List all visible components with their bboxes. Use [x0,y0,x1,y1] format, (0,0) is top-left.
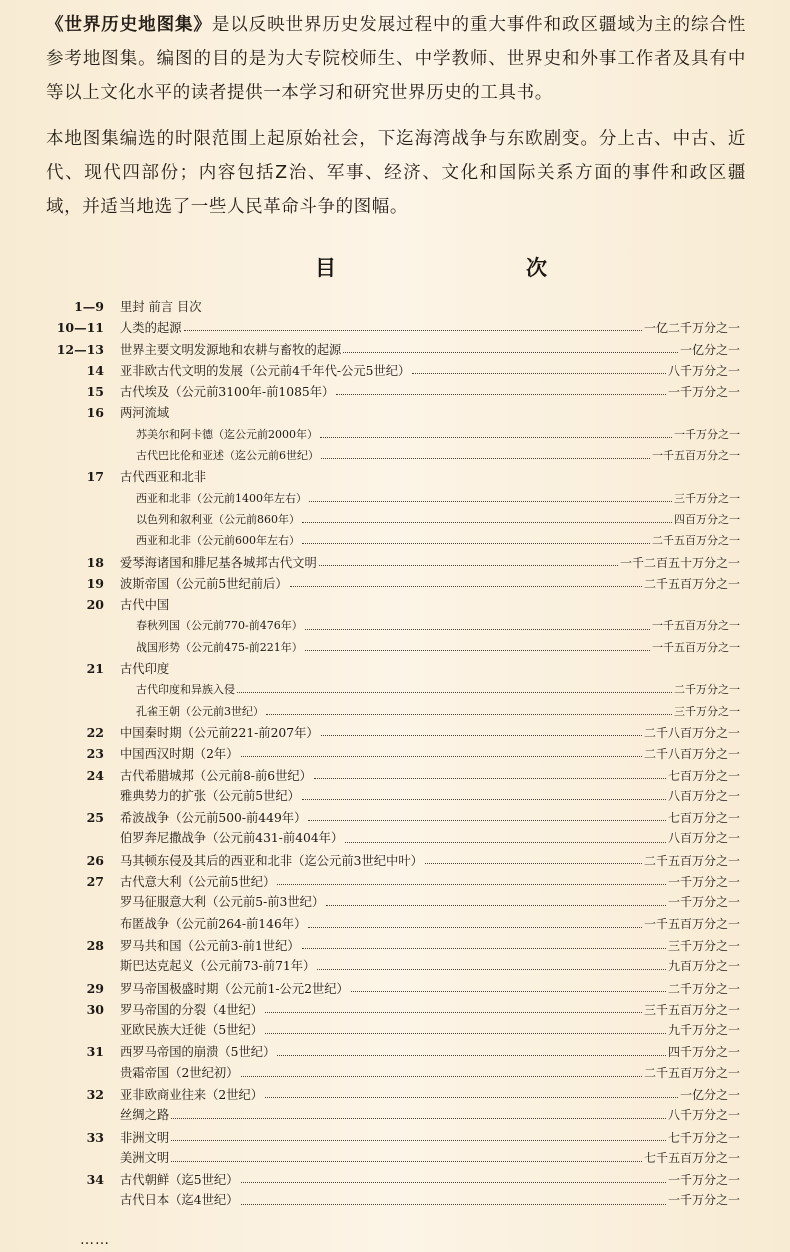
toc-dot-leader [343,344,678,353]
toc-entry-title: 贵霜帝国（2世纪初） [120,1065,239,1080]
toc-map-scale: 八千万分之一 [667,363,740,378]
toc-map-scale: 三千万分之一 [674,491,740,505]
toc-entry-title: 孔雀王朝（公元前3世纪） [136,704,264,718]
toc-dot-leader [305,642,650,651]
toc-row [52,317,740,338]
toc-page-number: 30 [86,1001,104,1017]
toc-entry-title: 马其顿东侵及其后的西亚和北非（迄公元前3世纪中叶） [120,853,423,868]
toc-row [52,402,740,423]
toc-dot-leader [265,1025,666,1034]
toc-row [52,914,740,935]
toc-dot-leader [302,535,650,544]
toc-dot-leader [241,1174,666,1183]
toc-map-scale: 二千八百万分之一 [643,747,740,762]
toc-row [52,722,740,743]
toc-dot-leader [208,472,738,480]
toc-dot-leader [305,621,650,630]
toc-entry-title: 美洲文明 [120,1150,170,1165]
toc-map-scale: 二千五百万分之一 [643,853,740,868]
toc-entry-title: 古代埃及（公元前3100年-前1085年） [120,385,335,400]
toc-entry-title: 古代西亚和北非 [120,470,207,485]
toc-entry-title: 爱琴海诸国和腓尼基各城邦古代文明 [120,555,317,570]
toc-entry-title: 古代印度 [120,662,170,677]
toc-entry-title: 两河流域 [120,406,170,421]
toc-row [52,1084,740,1105]
toc-entry-title: 苏美尔和阿卡德（迄公元前2000年） [136,427,318,441]
toc-entry-title: 春秋列国（公元前770-前476年） [136,619,303,633]
toc-dot-leader [277,1047,666,1056]
toc-map-scale: 一千万分之一 [674,427,740,441]
toc-row [52,871,740,892]
toc-dot-leader [171,408,738,416]
toc-entry-title: 西亚和北非（公元前600年左右） [136,534,300,548]
toc-page-number: 24 [86,767,104,783]
toc-row [52,530,740,551]
toc-entry-title: 世界主要文明发源地和农耕与畜牧的起源 [120,342,342,357]
toc-row [52,381,740,402]
toc-entry-title: 雅典势力的扩张（公元前5世纪） [120,788,300,803]
toc-row [52,956,740,977]
toc-map-scale: 七千五百万分之一 [643,1150,740,1165]
toc-dot-leader [204,302,738,310]
toc-dot-leader [302,940,666,949]
toc-dot-leader [345,834,666,843]
toc-dot-leader [314,770,666,779]
toc-row [52,488,740,509]
toc-page-number: 31 [86,1044,104,1060]
toc-entry-title: 丝绸之路 [120,1108,170,1123]
toc-dot-leader [241,748,642,757]
toc-entry-title: 古代意大利（公元前5世纪） [120,875,276,890]
toc-map-scale: 二千万分之一 [667,981,740,996]
toc-dot-leader [317,961,666,970]
toc-entry-title: 里封 前言 目次 [120,300,202,314]
toc-page-number: 19 [86,575,104,591]
toc-row [52,892,740,913]
toc-page-number: 14 [86,362,104,378]
toc-entry-title: 中国西汉时期（2年） [120,747,239,762]
toc-dot-leader [309,493,672,502]
toc-page-number: 27 [86,874,104,890]
toc-row [52,1148,740,1169]
toc-dot-leader [265,1004,642,1013]
toc-map-scale: 一千万分之一 [667,875,740,890]
toc-map-scale: 一亿分之一 [679,1087,740,1102]
toc-entry-title: 非洲文明 [120,1130,170,1145]
toc-entry-title: 布匿战争（公元前264-前146年） [120,916,307,931]
toc-entry-title: 伯罗奔尼撒战争（公元前431-前404年） [120,831,344,846]
toc-row [52,765,740,786]
toc-map-scale: 一亿分之一 [679,342,740,357]
book-title: 《世界历史地图集》 [46,15,212,35]
toc-page-number: 25 [86,810,104,826]
toc-map-scale: 一千万分之一 [667,1193,740,1208]
toc-row [52,424,740,445]
toc-page-number: 12—13 [56,341,104,357]
toc-map-scale: 三千万分之一 [674,704,740,718]
toc-map-scale: 九百万分之一 [667,959,740,974]
toc-entry-title: 古代巴比伦和亚述（迄公元前6世纪） [136,449,319,463]
toc-page-number: 33 [86,1129,104,1145]
toc-map-scale: 三千万分之一 [667,938,740,953]
toc-map-scale: 二千五百万分之一 [643,576,740,591]
toc-page-number: 17 [86,469,104,485]
toc-row [52,552,740,573]
toc-row [52,850,740,871]
toc-dot-leader [302,791,666,800]
toc-heading-left: 目 [315,255,336,280]
toc-dot-leader [319,557,618,566]
toc-dot-leader [336,386,666,395]
toc-entry-title: 希波战争（公元前500-前449年） [120,811,307,826]
toc-map-scale: 一千五百万分之一 [652,619,740,633]
toc-map-scale: 一千万分之一 [667,1173,740,1188]
toc-heading-right: 次 [526,255,547,280]
toc-entry-title: 古代印度和异族入侵 [136,683,235,697]
toc-dot-leader [425,855,642,864]
toc-row [52,786,740,807]
toc-row [52,701,740,722]
toc-dot-leader [171,1110,666,1119]
toc-row [52,615,740,636]
toc-page-number: 22 [86,724,104,740]
toc-row [52,445,740,466]
toc-page-number: 21 [86,661,104,677]
toc-entry-title: 以色列和叙利亚（公元前860年） [136,512,300,526]
toc-dot-leader [171,664,738,672]
toc-dot-leader [265,1089,678,1098]
toc-map-scale: 一千二百五十万分之一 [619,555,740,570]
toc-row [52,573,740,594]
toc-row [52,1063,740,1084]
toc-row [52,1190,740,1211]
toc-dot-leader [321,450,650,459]
intro-section [46,0,746,236]
toc-map-scale: 一亿二千万分之一 [643,321,740,336]
toc-row [52,1105,740,1126]
toc-row [52,466,740,487]
toc-row [52,743,740,764]
toc-row [52,679,740,700]
toc-page-number: 10—11 [56,320,104,336]
toc-map-scale: 一千五百万分之一 [643,916,740,931]
toc-map-scale: 八千万分之一 [667,1108,740,1123]
toc-dot-leader [171,600,738,608]
toc-entry-title: 罗马征服意大利（公元前5-前3世纪） [120,895,325,910]
toc-row [52,999,740,1020]
toc-row [52,828,740,849]
toc-dot-leader [266,706,672,715]
toc-page-number: 18 [86,554,104,570]
toc-entry-title: 中国秦时期（公元前221-前207年） [120,725,319,740]
toc-entry-title: 古代希腊城邦（公元前8-前6世纪） [120,768,312,783]
toc-dot-leader [320,429,672,438]
intro-paragraph-2: 本地图集编选的时限范围上起原始社会，下迄海湾战争与东欧剧变。分上古、中古、近代、现代四部份；内容包括Z治、军事、经济、文化和国际关系方面的事件和政区疆域，并适当地选了一些人民革命斗争的图幅。 [46,129,746,217]
toc-page-number: 15 [86,384,104,400]
toc-map-scale: 七百万分之一 [667,811,740,826]
toc-row [52,978,740,999]
toc-row [52,594,740,615]
intro-paragraph-1 [46,8,746,110]
toc-row [52,658,740,679]
toc-entry-title: 西亚和北非（公元前1400年左右） [136,491,307,505]
toc-page-number: 16 [86,405,104,421]
toc-dot-leader [321,727,642,736]
toc-map-scale: 一千五百万分之一 [652,640,740,654]
toc-entry-title: 古代日本（迄4世纪） [120,1193,239,1208]
toc-map-scale: 九千万分之一 [667,1023,740,1038]
toc-map-scale: 四千万分之一 [667,1045,740,1060]
toc-map-scale: 七千万分之一 [667,1130,740,1145]
toc-dot-leader [302,514,672,523]
toc-map-scale: 八百万分之一 [667,788,740,803]
toc-entry-title: 亚欧民族大迁徙（5世纪） [120,1023,264,1038]
toc-map-scale: 二千五百万分之一 [652,534,740,548]
toc-page-number: 32 [86,1086,104,1102]
toc-page-number: 29 [86,980,104,996]
toc-dot-leader [290,578,642,587]
toc-row [52,296,740,317]
toc-dot-leader [241,1196,666,1205]
intro-paragraph-1-text: 是以反映世界历史发展过程中的重大事件和政区疆域为主的综合性参考地图集。编图的目的是为大专院校师生、中学教师、世界史和外事工作者及具有中等以上文化水平的读者提供一本学习和研究世界历史的工具书。 [46,15,746,103]
toc-map-scale: 二千八百万分之一 [643,725,740,740]
toc-row [52,1127,740,1148]
toc-row [52,1041,740,1062]
toc-dot-leader [351,983,666,992]
toc-dot-leader [171,1153,642,1162]
toc-page-number: 28 [86,937,104,953]
toc-dot-leader [277,876,666,885]
toc-dot-leader [308,812,666,821]
toc-dot-leader [184,322,642,331]
toc-entry-title: 亚非欧古代文明的发展（公元前4千年代-公元5世纪） [120,363,411,378]
toc-entry-title: 古代朝鲜（迄5世纪） [120,1173,239,1188]
toc-row [52,360,740,381]
toc-entry-title: 亚非欧商业往来（2世纪） [120,1087,264,1102]
toc-page-number: 20 [86,597,104,613]
toc-dot-leader [412,365,666,374]
toc-row [52,807,740,828]
toc-map-scale: 一千万分之一 [667,895,740,910]
toc-map-scale: 二千万分之一 [674,683,740,697]
toc-page-number: 26 [86,852,104,868]
toc-map-scale: 四百万分之一 [674,512,740,526]
toc-entry-title: 战国形势（公元前475-前221年） [136,640,303,654]
toc-row [52,509,740,530]
toc-entry-title: 西罗马帝国的崩溃（5世纪） [120,1045,276,1060]
toc-row [52,339,740,360]
toc-map-scale: 七百万分之一 [667,768,740,783]
toc-dot-leader [171,1132,666,1141]
toc-page-number: 23 [86,746,104,762]
toc-entry-title: 罗马共和国（公元前3-前1世纪） [120,938,300,953]
toc-entry-title: 罗马帝国的分裂（4世纪） [120,1002,264,1017]
toc-entry-title: 罗马帝国极盛时期（公元前1-公元2世纪） [120,981,349,996]
table-of-contents [52,296,740,1212]
toc-row [52,637,740,658]
toc-dot-leader [237,684,672,693]
toc-dot-leader [326,897,666,906]
toc-row [52,1169,740,1190]
toc-map-scale: 二千五百万分之一 [643,1065,740,1080]
toc-page-number: 34 [86,1172,104,1188]
toc-map-scale: 一千五百万分之一 [652,449,740,463]
toc-entry-title: 人类的起源 [120,321,182,336]
toc-dot-leader [241,1068,642,1077]
toc-page-number: 1—9 [74,299,104,314]
toc-entry-title: 古代中国 [120,598,170,613]
toc-row [52,935,740,956]
toc-heading [0,252,790,292]
toc-entry-title: 波斯帝国（公元前5世纪前后） [120,576,288,591]
toc-dot-leader [308,919,642,928]
toc-entry-title: 斯巴达克起义（公元前73-前71年） [120,959,316,974]
toc-map-scale: 一千万分之一 [667,385,740,400]
toc-map-scale: 八百万分之一 [667,831,740,846]
toc-row [52,1020,740,1041]
more-ellipsis: …… [80,1232,110,1248]
toc-map-scale: 三千五百万分之一 [643,1002,740,1017]
